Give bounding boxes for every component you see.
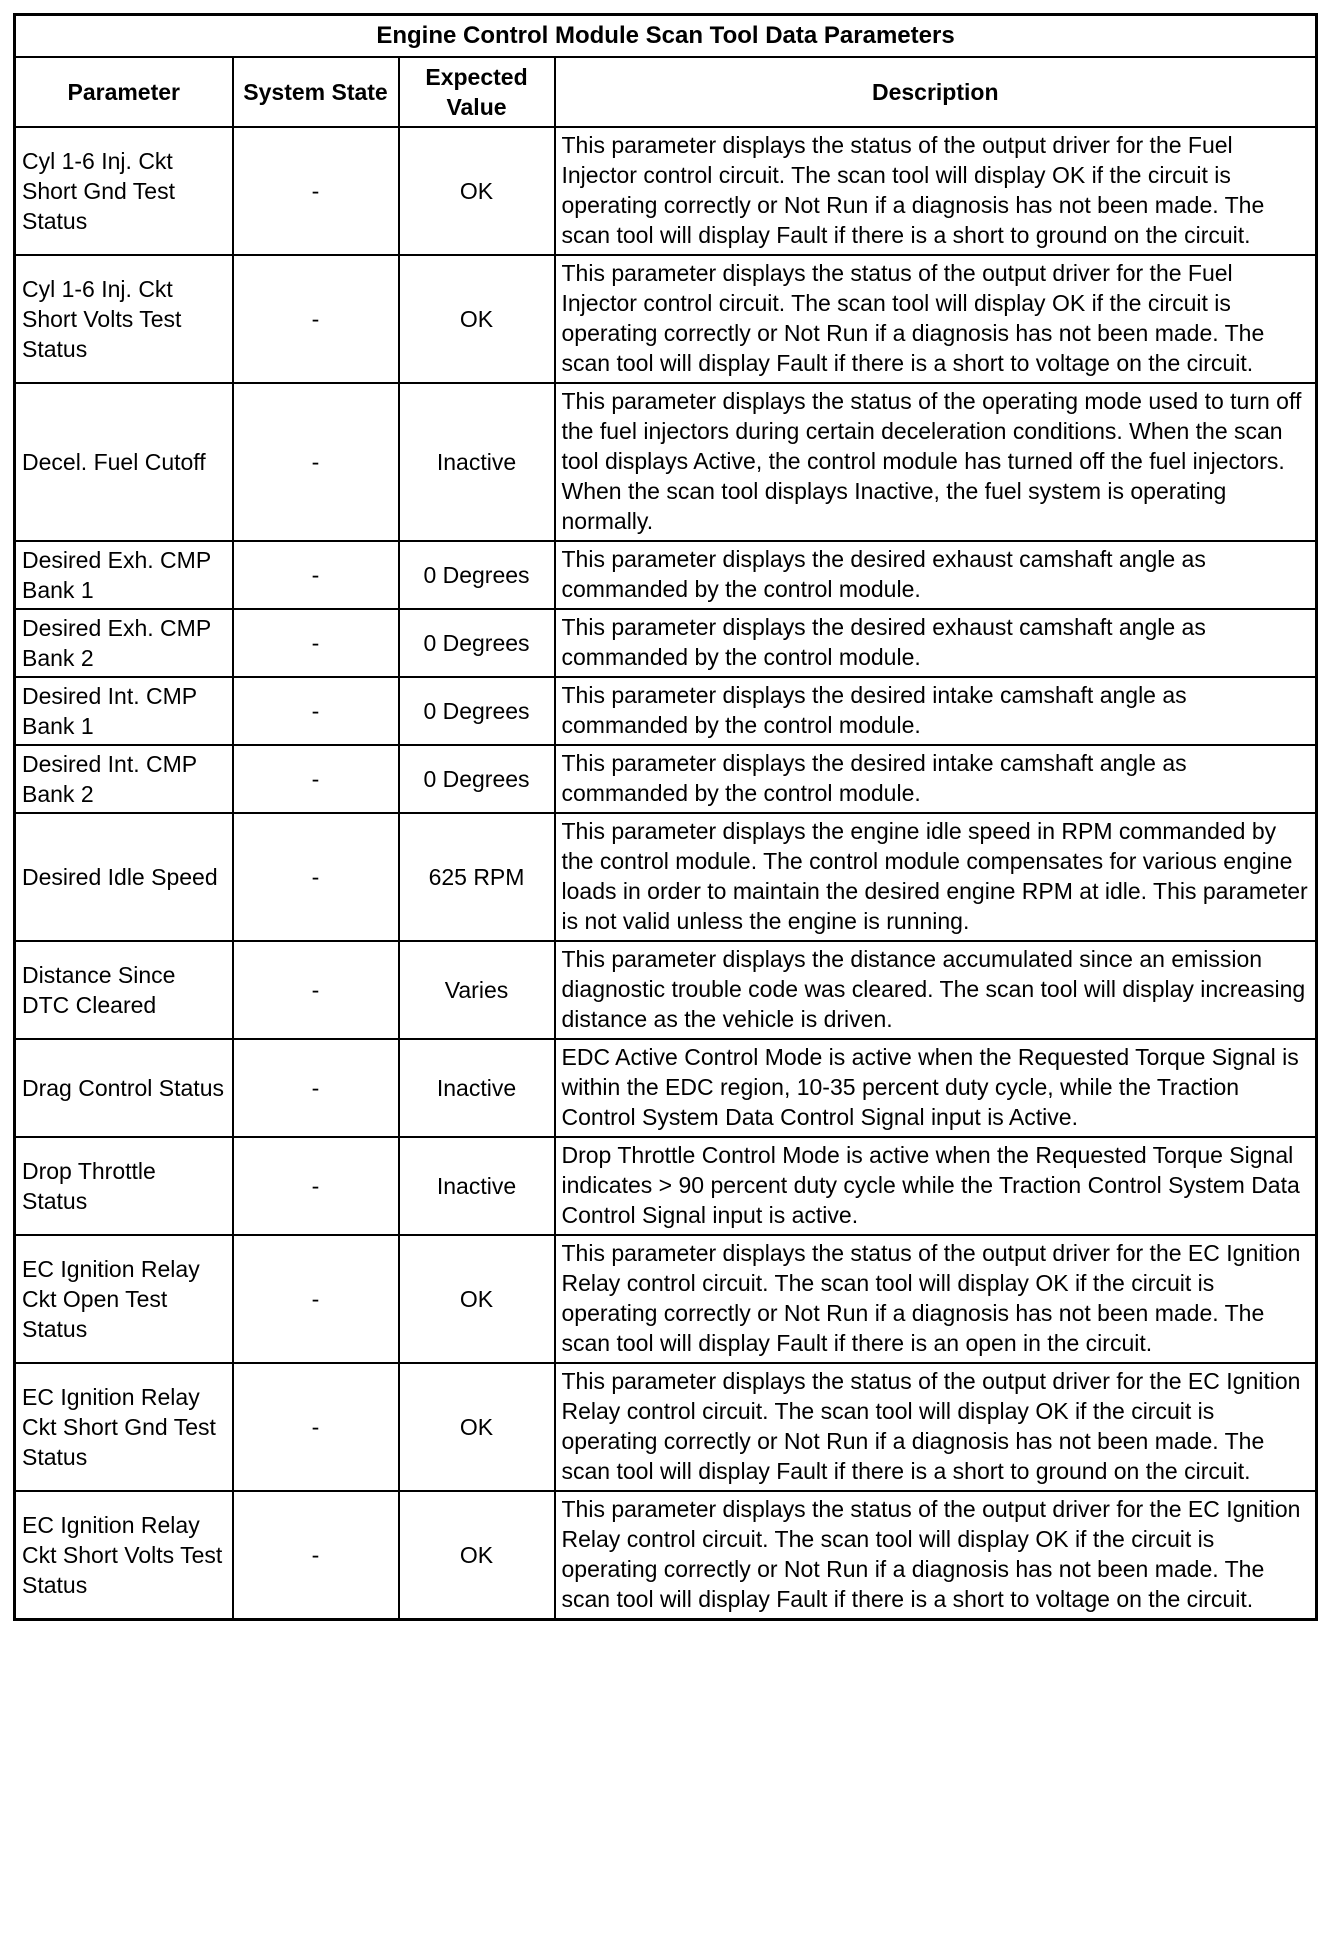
parameter-cell: EC Ignition Relay Ckt Short Gnd Test Status [15,1363,233,1491]
system-state-cell: - [233,255,399,383]
parameter-cell: Drag Control Status [15,1039,233,1137]
parameter-cell: Cyl 1-6 Inj. Ckt Short Volts Test Status [15,255,233,383]
description-cell: This parameter displays the engine idle speed in RPM commanded by the control module. The control module compensates for various engine loads in order to maintain the desired engine RPM at idle. This parameter is not valid unless the engine is running. [555,813,1317,941]
table-row [15,813,1317,941]
description-cell: This parameter displays the desired exhaust camshaft angle as commanded by the control module. [555,609,1317,677]
system-state-cell: - [233,1137,399,1235]
table-row [15,609,1317,677]
expected-value-cell: 0 Degrees [399,541,555,609]
description-cell: This parameter displays the distance accumulated since an emission diagnostic trouble code was cleared. The scan tool will display increasing distance as the vehicle is driven. [555,941,1317,1039]
table-row [15,541,1317,609]
table-row [15,1235,1317,1363]
table-body [15,127,1317,1620]
expected-value-cell: OK [399,1235,555,1363]
expected-value-cell: OK [399,1363,555,1491]
description-cell: This parameter displays the status of the output driver for the EC Ignition Relay control circuit. The scan tool will display OK if the circuit is operating correctly or Not Run if a diagnosis has not been made. The scan tool will display Fault if there is a short to voltage on the circuit. [555,1491,1317,1620]
system-state-cell: - [233,1363,399,1491]
parameter-cell: Desired Exh. CMP Bank 2 [15,609,233,677]
table-title: Engine Control Module Scan Tool Data Parameters [15,15,1317,58]
expected-value-cell: 0 Degrees [399,609,555,677]
table-row [15,1363,1317,1491]
parameter-cell: Desired Int. CMP Bank 2 [15,745,233,813]
system-state-cell: - [233,677,399,745]
parameter-cell: Desired Exh. CMP Bank 1 [15,541,233,609]
header-parameter: Parameter [15,57,233,127]
description-cell: This parameter displays the desired intake camshaft angle as commanded by the control module. [555,677,1317,745]
parameter-cell: EC Ignition Relay Ckt Short Volts Test Status [15,1491,233,1620]
header-system-state: System State [233,57,399,127]
parameter-cell: Drop Throttle Status [15,1137,233,1235]
system-state-cell: - [233,813,399,941]
system-state-cell: - [233,1039,399,1137]
expected-value-cell: 625 RPM [399,813,555,941]
parameter-cell: Cyl 1-6 Inj. Ckt Short Gnd Test Status [15,127,233,255]
system-state-cell: - [233,609,399,677]
description-cell: This parameter displays the status of the output driver for the EC Ignition Relay control circuit. The scan tool will display OK if the circuit is operating correctly or Not Run if a diagnosis has not been made. The scan tool will display Fault if there is an open in the circuit. [555,1235,1317,1363]
description-cell: This parameter displays the status of the operating mode used to turn off the fuel injectors during certain deceleration conditions. When the scan tool displays Active, the control module has turned off the fuel injectors. When the scan tool displays Inactive, the fuel system is operating normally. [555,383,1317,541]
parameter-cell: EC Ignition Relay Ckt Open Test Status [15,1235,233,1363]
table-row [15,383,1317,541]
description-cell: This parameter displays the desired exhaust camshaft angle as commanded by the control module. [555,541,1317,609]
expected-value-cell: Varies [399,941,555,1039]
table-title-row [15,15,1317,58]
system-state-cell: - [233,127,399,255]
system-state-cell: - [233,941,399,1039]
description-cell: This parameter displays the status of the output driver for the Fuel Injector control circuit. The scan tool will display OK if the circuit is operating correctly or Not Run if a diagnosis has not been made. The scan tool will display Fault if there is a short to voltage on the circuit. [555,255,1317,383]
table-row [15,1039,1317,1137]
table-row [15,941,1317,1039]
table-row [15,255,1317,383]
expected-value-cell: 0 Degrees [399,677,555,745]
description-cell: This parameter displays the status of the output driver for the EC Ignition Relay control circuit. The scan tool will display OK if the circuit is operating correctly or Not Run if a diagnosis has not been made. The scan tool will display Fault if there is a short to ground on the circuit. [555,1363,1317,1491]
expected-value-cell: OK [399,1491,555,1620]
description-cell: This parameter displays the desired intake camshaft angle as commanded by the control module. [555,745,1317,813]
parameter-cell: Distance Since DTC Cleared [15,941,233,1039]
table-row [15,745,1317,813]
system-state-cell: - [233,745,399,813]
system-state-cell: - [233,541,399,609]
description-cell: EDC Active Control Mode is active when the Requested Torque Signal is within the EDC region, 10-35 percent duty cycle, while the Traction Control System Data Control Signal input is Active. [555,1039,1317,1137]
table-row [15,677,1317,745]
system-state-cell: - [233,1235,399,1363]
table-row [15,1137,1317,1235]
system-state-cell: - [233,383,399,541]
parameter-cell: Desired Idle Speed [15,813,233,941]
description-cell: Drop Throttle Control Mode is active when the Requested Torque Signal indicates > 90 percent duty cycle while the Traction Control System Data Control Signal input is active. [555,1137,1317,1235]
expected-value-cell: Inactive [399,1137,555,1235]
table-row [15,1491,1317,1620]
expected-value-cell: Inactive [399,1039,555,1137]
header-expected-value: Expected Value [399,57,555,127]
description-cell: This parameter displays the status of the output driver for the Fuel Injector control circuit. The scan tool will display OK if the circuit is operating correctly or Not Run if a diagnosis has not been made. The scan tool will display Fault if there is a short to ground on the circuit. [555,127,1317,255]
expected-value-cell: OK [399,255,555,383]
parameter-cell: Decel. Fuel Cutoff [15,383,233,541]
expected-value-cell: Inactive [399,383,555,541]
expected-value-cell: 0 Degrees [399,745,555,813]
expected-value-cell: OK [399,127,555,255]
parameter-cell: Desired Int. CMP Bank 1 [15,677,233,745]
scan-tool-data-table [13,13,1318,1621]
table-header-row [15,57,1317,127]
table-row [15,127,1317,255]
header-description: Description [555,57,1317,127]
system-state-cell: - [233,1491,399,1620]
